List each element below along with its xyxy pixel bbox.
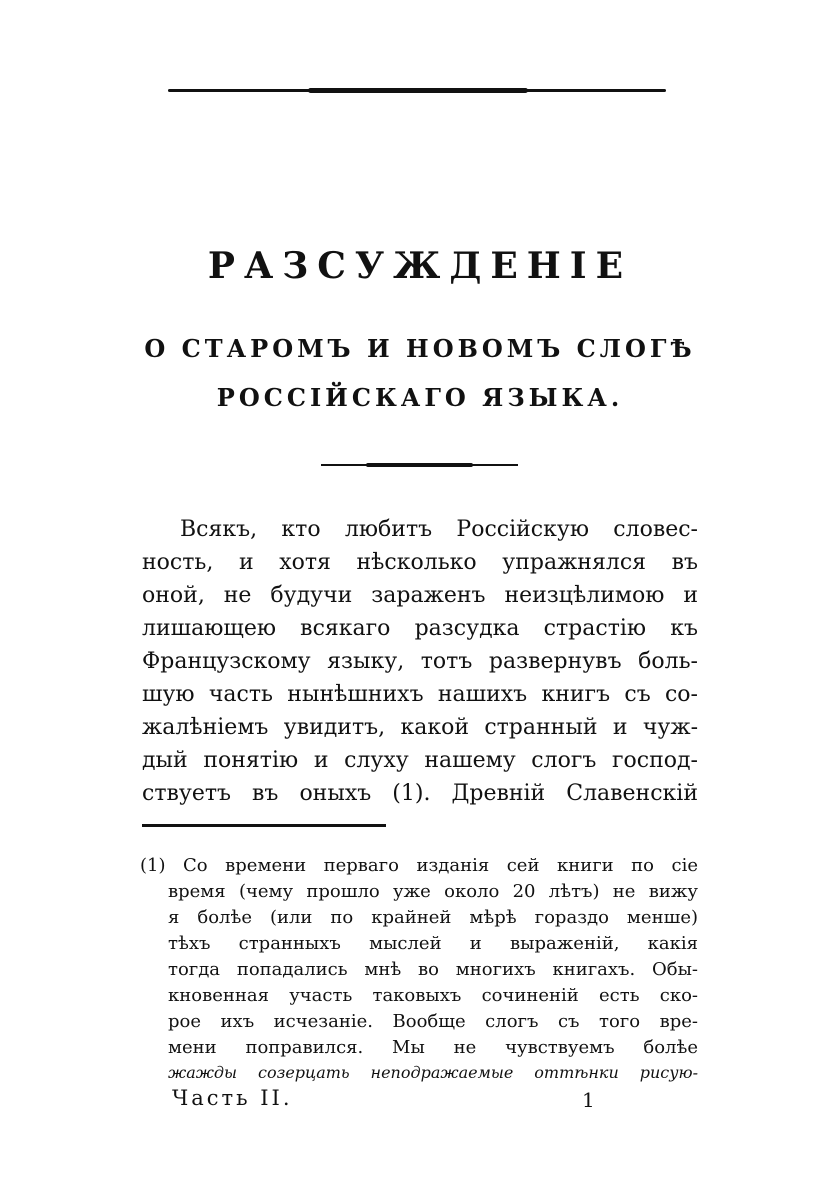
footnote-line: тогда попадались мнѣ во многихъ книгахъ. Обы- — [168, 959, 698, 980]
footer-part-label: Часть II. — [172, 1086, 293, 1110]
body-line: жалѣніемъ увидитъ, какой странный и чуж- — [142, 715, 698, 740]
footnote-line: (1) Со времени перваго изданія сей книги по сіе — [140, 855, 698, 876]
body-line: дый понятію и слуху нашему слогъ господ- — [142, 748, 698, 773]
body-line: Французскому языку, тотъ развернувъ боль- — [142, 649, 698, 674]
footnote-line: я болѣе (или по крайней мѣрѣ гораздо менше) — [168, 907, 698, 928]
top-ornamental-rule — [168, 89, 666, 92]
body-line: лишающею всякаго разсудка страстію къ — [142, 616, 698, 641]
footnote-separator-rule — [142, 824, 386, 827]
footnote-line: время (чему прошло уже около 20 лѣтъ) не вижу — [168, 881, 698, 902]
footnote-line: мени поправился. Мы не чувствуемъ болѣе — [168, 1037, 698, 1058]
subtitle-line-2: РОССІЙСКАГО ЯЗЫКА. — [216, 383, 624, 412]
footer-signature-mark: 1 — [582, 1088, 595, 1112]
body-line: Всякъ, кто любитъ Россійскую словес- — [180, 517, 698, 542]
body-line: шую часть нынѣшнихъ нашихъ книгъ съ со- — [142, 682, 698, 707]
footnote-line: жажды созерцать неподражаемые оттѣнки рисую- — [168, 1063, 698, 1082]
subtitle-line-1: О СТАРОМЪ И НОВОМЪ СЛОГѢ — [144, 334, 696, 363]
footnote-line: тѣхъ странныхъ мыслей и выраженій, какія — [168, 933, 698, 954]
footnote-line: кновенная участь таковыхъ сочиненій есть ско- — [168, 985, 698, 1006]
footnote-line: рое ихъ исчезаніе. Вообще слогъ съ того вре- — [168, 1011, 698, 1032]
body-line: ствуетъ въ оныхъ (1). Древній Славенскій — [142, 781, 698, 806]
title-divider-rule — [321, 464, 518, 466]
body-line: оной, не будучи зараженъ неизцѣлимою и — [142, 583, 698, 608]
page-title: РАЗСУЖДЕНІЕ — [207, 245, 633, 287]
body-line: ность, и хотя нѣсколько упражнялся въ — [142, 550, 698, 575]
